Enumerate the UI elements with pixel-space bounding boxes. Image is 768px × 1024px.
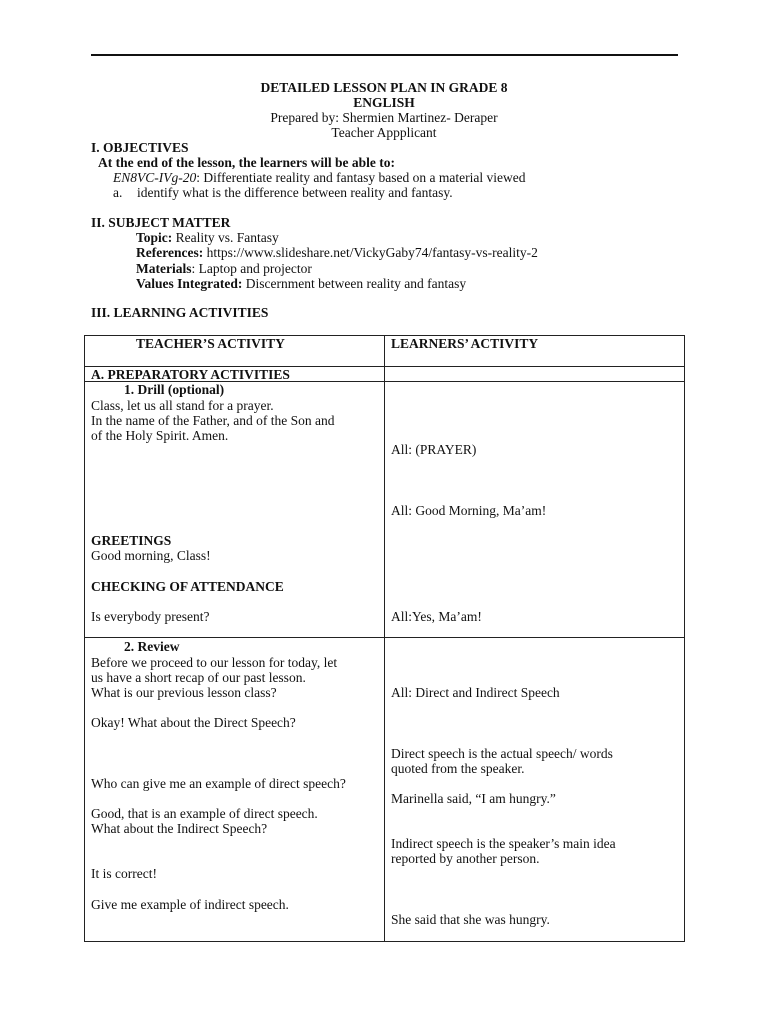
values-label: Values Integrated: xyxy=(136,276,243,291)
author-position: Teacher Appplicant xyxy=(331,125,437,140)
preparatory-activities-heading: A. PREPARATORY ACTIVITIES xyxy=(91,367,290,382)
references-label: References: xyxy=(136,245,204,260)
prepared-by: Prepared by: Shermien Martinez- Deraper xyxy=(270,110,498,125)
learner-direct-example: Marinella said, “I am hungry.” xyxy=(391,791,556,806)
references-line xyxy=(136,245,538,260)
document-title: DETAILED LESSON PLAN IN GRADE 8 xyxy=(260,80,508,95)
objective-code-line xyxy=(113,170,525,185)
drill-heading: 1. Drill (optional) xyxy=(124,382,225,397)
learner-indirect-line-1: Indirect speech is the speaker’s main idea xyxy=(391,836,616,851)
teacher-activity-header: TEACHER’S ACTIVITY xyxy=(136,336,285,351)
review-line-1: Before we proceed to our lesson for today, let xyxy=(91,655,338,670)
greetings-text: Good morning, Class! xyxy=(91,548,211,563)
review-indirect-question: Give me example of indirect speech. xyxy=(91,897,289,912)
attendance-heading: CHECKING OF ATTENDANCE xyxy=(91,579,284,594)
materials-line xyxy=(136,261,312,276)
review-heading: 2. Review xyxy=(124,639,180,654)
document-subject: ENGLISH xyxy=(353,95,415,110)
review-good-line-2: What about the Indirect Speech? xyxy=(91,821,268,836)
drill-line-2: In the name of the Father, and of the Son and xyxy=(91,413,335,428)
values-value: Discernment between reality and fantasy xyxy=(242,276,467,291)
drill-line-1: Class, let us all stand for a prayer. xyxy=(91,398,274,413)
objective-item-marker: a. xyxy=(113,185,123,200)
learner-previous-lesson: All: Direct and Indirect Speech xyxy=(391,685,560,700)
values-line xyxy=(136,276,466,291)
learner-prayer: All: (PRAYER) xyxy=(391,442,477,457)
topic-value: Reality vs. Fantasy xyxy=(172,230,279,245)
greetings-heading: GREETINGS xyxy=(91,533,172,548)
learner-indirect-example: She said that she was hungry. xyxy=(391,912,550,927)
learner-direct-line-2: quoted from the speaker. xyxy=(391,761,525,776)
learners-activity-header: LEARNERS’ ACTIVITY xyxy=(391,336,539,351)
competency-text: : Differentiate reality and fantasy based on a material viewed xyxy=(196,170,526,185)
objective-item: identify what is the difference between reality and fantasy. xyxy=(137,185,453,200)
materials-label: Materials xyxy=(136,261,192,276)
references-value: https://www.slideshare.net/VickyGaby74/fantasy-vs-reality-2 xyxy=(203,245,538,260)
learner-indirect-line-2: reported by another person. xyxy=(391,851,540,866)
materials-value: : Laptop and projector xyxy=(191,261,312,276)
learner-direct-line-1: Direct speech is the actual speech/ words xyxy=(391,746,613,761)
competency-code: EN8VC-IVg-20 xyxy=(113,170,197,185)
topic-line xyxy=(136,230,279,245)
review-correct: It is correct! xyxy=(91,866,157,881)
objectives-intro: At the end of the lesson, the learners will be able to: xyxy=(98,155,395,170)
objectives-heading: I. OBJECTIVES xyxy=(91,140,189,155)
review-good-line-1: Good, that is an example of direct speech. xyxy=(91,806,318,821)
drill-line-3: of the Holy Spirit. Amen. xyxy=(91,428,229,443)
attendance-text: Is everybody present? xyxy=(91,609,210,624)
topic-label: Topic: xyxy=(136,230,173,245)
review-direct-question: Okay! What about the Direct Speech? xyxy=(91,715,296,730)
learning-activities-heading: III. LEARNING ACTIVITIES xyxy=(91,305,269,320)
review-line-2: us have a short recap of our past lesson. xyxy=(91,670,306,685)
top-rule xyxy=(91,54,678,56)
review-line-3: What is our previous lesson class? xyxy=(91,685,277,700)
learner-attendance: All:Yes, Ma’am! xyxy=(391,609,482,624)
learner-greeting: All: Good Morning, Ma’am! xyxy=(391,503,547,518)
subject-matter-heading: II. SUBJECT MATTER xyxy=(91,215,231,230)
review-example-question: Who can give me an example of direct speech? xyxy=(91,776,346,791)
